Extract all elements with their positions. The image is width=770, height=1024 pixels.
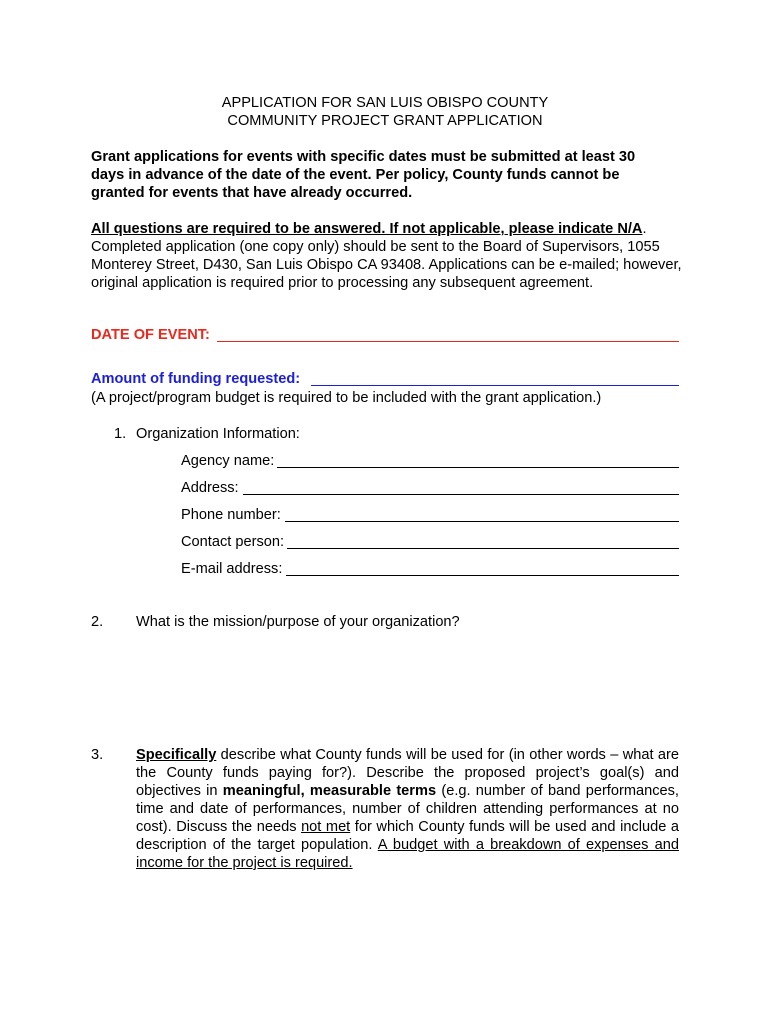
submission-deadline-notice: Grant applications for events with specific dates must be submitted at least 30 days in advance of the date of the event. Per policy, County funds cannot be granted for events that have already occurred. [91,149,636,201]
contact-person-line [287,548,679,549]
required-answers-notice: All questions are required to be answered. If not applicable, please indicate N/A [91,221,643,237]
section-2-number: 2. [91,614,104,630]
title-line-1: APPLICATION FOR SAN LUIS OBISPO COUNTY [221,95,549,111]
section-3-number: 3. [91,747,104,763]
mission-question: What is the mission/purpose of your organization? [136,614,460,630]
section-1-title: Organization Information: [136,426,300,442]
address-line [243,494,679,495]
address-label: Address: [181,480,239,496]
section-3-part-1: describe what County funds will be used for (in other words – what are the County funds paying for?). Describe the proposed project’s goal(s) and objectives in [136,747,679,799]
phone-number-line [285,521,679,522]
meaningful-terms-emphasis: meaningful, measurable terms [222,783,437,799]
date-of-event-label: DATE OF EVENT: [91,327,210,343]
section-1-number: 1. [114,426,127,442]
budget-required-notice: A budget with a breakdown of expenses and income for the project is required. [136,837,679,871]
email-address-line [286,575,679,576]
email-address-label: E-mail address: [181,561,283,577]
date-of-event-line [217,341,679,342]
instructions-block [91,220,686,292]
agency-name-line [277,467,679,468]
not-met-emphasis: not met [301,819,351,835]
contact-person-label: Contact person: [181,534,285,550]
required-period: . [642,221,647,237]
section-3-question [136,746,679,872]
mission-answer-area[interactable] [136,640,679,730]
section-3-part-3: for which County funds will be used and include a description of the target population. [136,819,679,853]
phone-number-label: Phone number: [181,507,281,523]
specifically-emphasis: Specifically [136,747,217,763]
submission-instructions: Completed application (one copy only) should be sent to the Board of Supervisors, 1055 Monterey Street, D430, San Luis Obispo CA 93408. Applications can be e-mailed; however, original application is required prior to processing any subsequent agreement. [91,239,682,291]
section-3-part-2: (e.g. number of band performances, time and date of performances, number of children attending performances at no cost). Discuss the needs [136,783,679,835]
funding-amount-line [311,385,679,386]
budget-note: (A project/program budget is required to be included with the grant application.) [91,390,602,406]
title-line-2: COMMUNITY PROJECT GRANT APPLICATION [227,113,543,129]
funding-amount-label: Amount of funding requested: [91,371,301,387]
agency-name-label: Agency name: [181,453,275,469]
